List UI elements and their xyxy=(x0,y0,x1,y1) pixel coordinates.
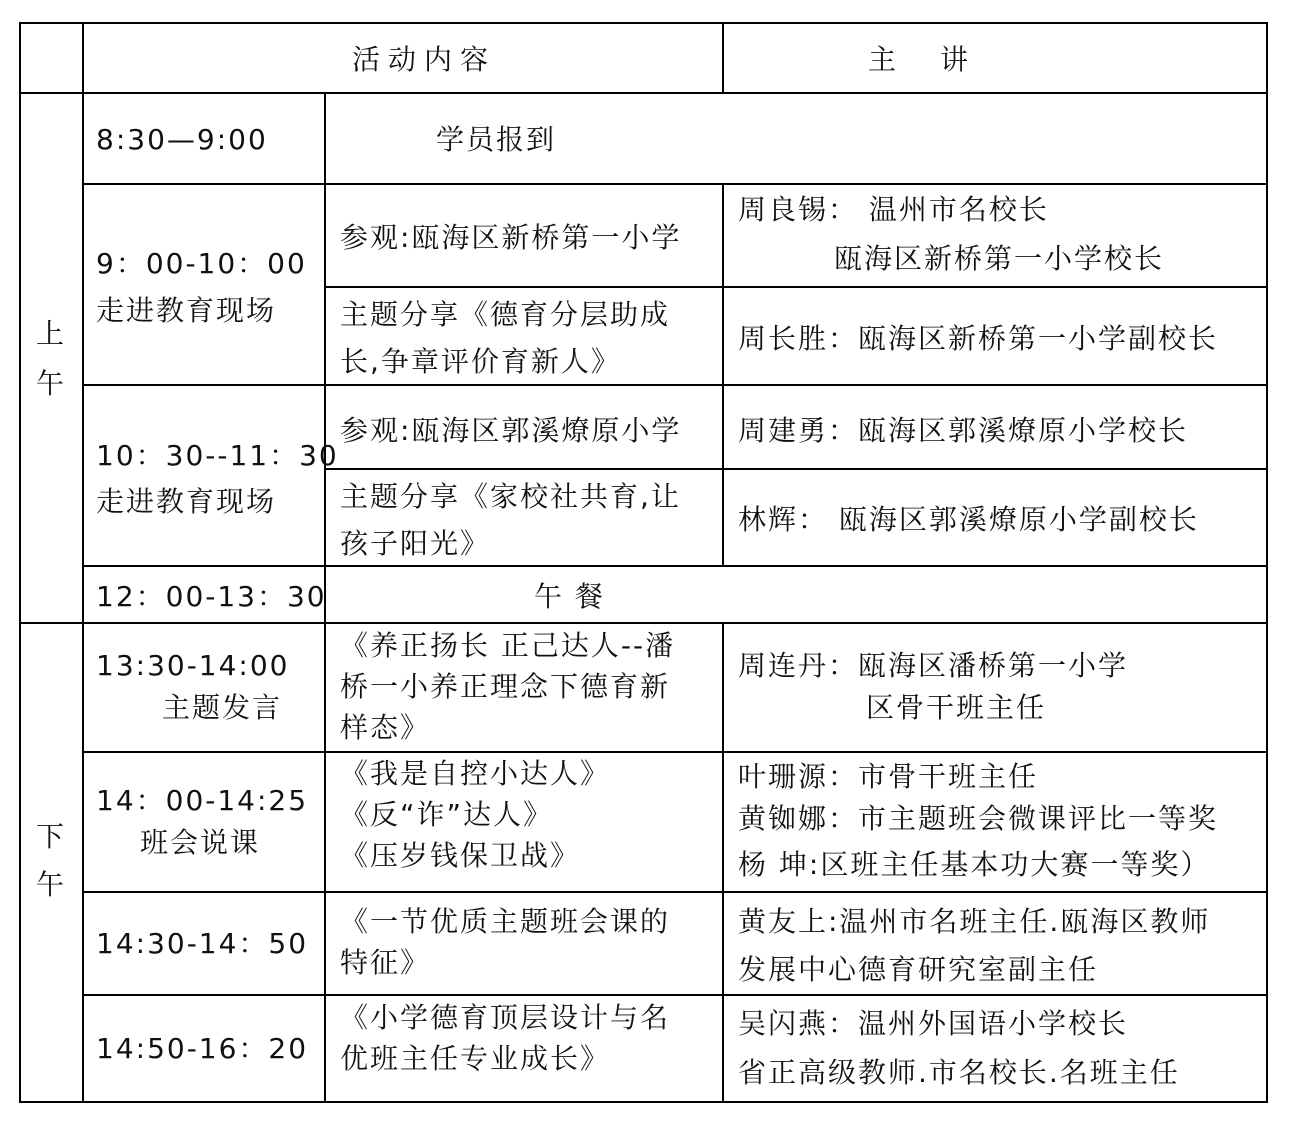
table-border-bottom xyxy=(19,1101,1268,1103)
speaker-cell: 发展中心德育研究室副主任 xyxy=(738,953,1099,986)
activity-cell: 桥一小养正理念下德育新 xyxy=(340,670,671,703)
header-activity: 活动内容 xyxy=(352,43,497,76)
row-divider xyxy=(82,751,1268,753)
activity-cell: 学员报到 xyxy=(436,123,557,156)
speaker-cell: 周长胜：瓯海区新桥第一小学副校长 xyxy=(738,322,1219,355)
activity-cell: 参观:瓯海区新桥第一小学 xyxy=(340,221,682,254)
activity-cell: 《反“诈”达人》 xyxy=(340,798,554,831)
period-afternoon: 下 xyxy=(36,820,67,853)
row-divider xyxy=(19,622,1268,624)
activity-cell: 主题分享《德育分层助成 xyxy=(340,298,671,331)
row-divider xyxy=(82,183,1268,185)
speaker-cell: 区骨干班主任 xyxy=(866,691,1047,724)
period-morning: 上 xyxy=(36,317,67,350)
header-speaker: 主 讲 xyxy=(868,43,977,76)
time-cell: 13:30-14:00 xyxy=(96,649,290,682)
speaker-cell: 周连丹：瓯海区潘桥第一小学 xyxy=(738,649,1129,682)
time-cell: 9：00-10：00 xyxy=(96,247,307,280)
activity-cell: 优班主任专业成长》 xyxy=(340,1042,611,1075)
speaker-cell: 黄友上:温州市名班主任.瓯海区教师 xyxy=(738,905,1211,938)
speaker-cell: 周良锡： 温州市名校长 xyxy=(738,193,1049,226)
activity-cell: 《小学德育顶层设计与名 xyxy=(340,1001,671,1034)
activity-cell: 主题分享《家校社共育,让 xyxy=(340,480,681,513)
speaker-cell: 黄铷娜：市主题班会微课评比一等奖 xyxy=(738,802,1219,835)
row-divider xyxy=(324,286,1268,288)
speaker-cell: 省正高级教师.市名校长.名班主任 xyxy=(738,1056,1180,1089)
column-divider xyxy=(722,622,724,1103)
activity-cell: 午 餐 xyxy=(534,580,605,613)
row-divider xyxy=(19,92,1268,94)
speaker-cell: 瓯海区新桥第一小学校长 xyxy=(834,242,1165,275)
time-cell-label: 走进教育现场 xyxy=(96,294,277,327)
column-divider xyxy=(82,22,84,1103)
time-cell: 12：00-13：30 xyxy=(96,580,327,613)
activity-cell: 《压岁钱保卫战》 xyxy=(340,839,581,872)
activity-cell: 孩子阳光》 xyxy=(340,527,491,560)
row-divider xyxy=(82,565,1268,567)
activity-cell: 特征》 xyxy=(340,946,431,979)
column-divider xyxy=(722,183,724,566)
activity-cell: 《养正扬长 正己达人--潘 xyxy=(340,629,676,662)
speaker-cell: 杨 坤:区班主任基本功大赛一等奖） xyxy=(738,848,1211,881)
time-cell: 14:50-16：20 xyxy=(96,1032,309,1065)
speaker-cell: 林辉： 瓯海区郭溪燎原小学副校长 xyxy=(738,503,1199,536)
period-afternoon: 午 xyxy=(36,868,67,901)
row-divider xyxy=(82,994,1268,996)
speaker-cell: 叶珊源：市骨干班主任 xyxy=(738,760,1039,793)
activity-cell: 样态》 xyxy=(340,711,431,744)
activity-cell: 《一节优质主题班会课的 xyxy=(340,905,671,938)
time-cell: 14:30-14：50 xyxy=(96,927,309,960)
speaker-cell: 周建勇：瓯海区郭溪燎原小学校长 xyxy=(738,414,1189,447)
table-border-right xyxy=(1266,22,1268,1103)
time-cell-label: 主题发言 xyxy=(162,691,283,724)
row-divider xyxy=(82,891,1268,893)
row-divider xyxy=(324,468,1268,470)
table-border-left xyxy=(19,22,21,1103)
activity-cell: 长,争章评价育新人》 xyxy=(340,345,621,378)
period-morning: 午 xyxy=(36,367,67,400)
column-divider xyxy=(722,22,724,93)
activity-cell: 《我是自控小达人》 xyxy=(340,757,611,790)
activity-cell: 参观:瓯海区郭溪燎原小学 xyxy=(340,414,682,447)
time-cell: 14：00-14:25 xyxy=(96,784,309,817)
time-cell: 8:30—9:00 xyxy=(96,123,268,156)
time-cell: 10：30--11：30 xyxy=(96,439,339,472)
table-border-top xyxy=(19,22,1268,24)
row-divider xyxy=(82,384,1268,386)
time-cell-label: 班会说课 xyxy=(140,826,261,859)
time-cell-label: 走进教育现场 xyxy=(96,485,277,518)
speaker-cell: 吴闪燕：温州外国语小学校长 xyxy=(738,1007,1129,1040)
